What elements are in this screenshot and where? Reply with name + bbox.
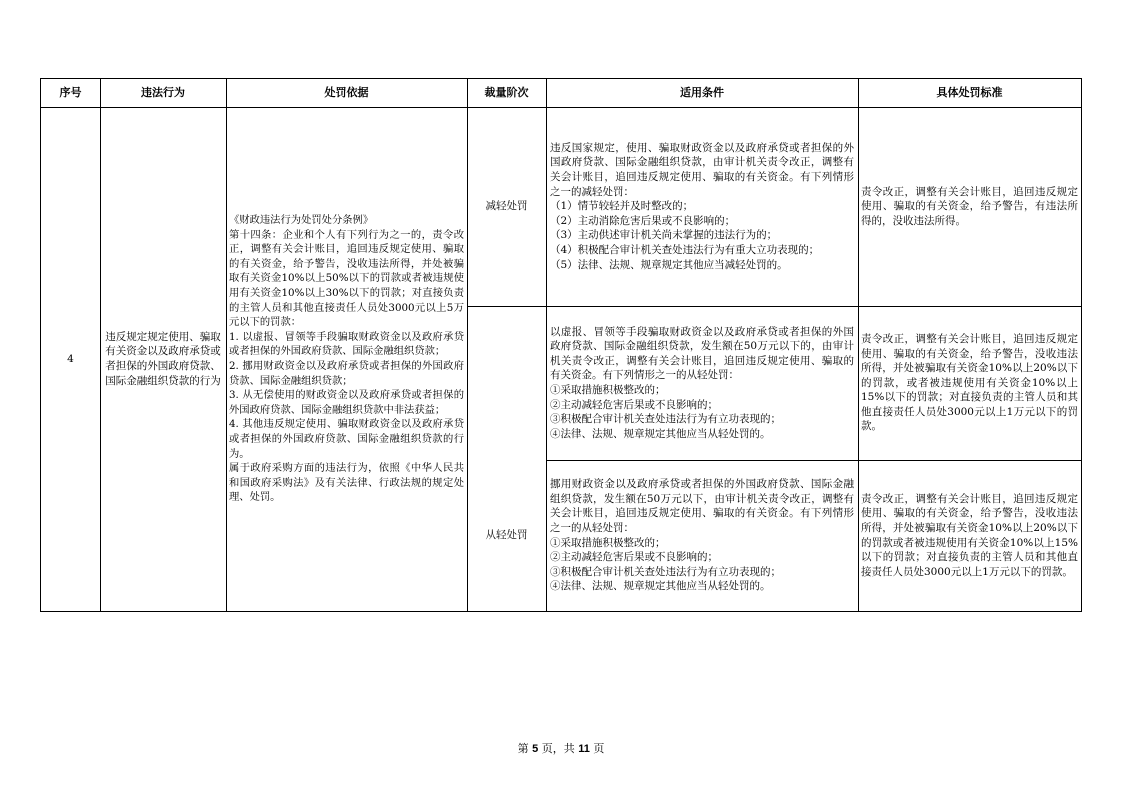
standard-text: 责令改正，调整有关会计账目，追回违反规定使用、骗取的有关资金，给予警告，有违法所得的，没收违法所得。 (861, 185, 1078, 227)
tier-level-lighter: 从轻处罚 (485, 529, 528, 542)
header-number: 序号 (59, 85, 82, 99)
footer-middle: 页，共 (541, 742, 575, 755)
condition-text: 以虚报、冒领等手段骗取财政资金以及政府承贷或者担保的外国政府贷款、国际金融组织贷款，发生额在50万元以下的，由审计机关责令改正，调整有关会计账目，追回违反规定使用、骗取的有关资金。有下列情形之一的从轻处罚： ①采取措施积极整改的； ②主动减轻危害后果或不良影响的； ③积极配合审计机关查处违法行为有立功表现的； ④法律、法规、规章规定其他应当从轻处罚的。 (550, 325, 854, 440)
tier-level-mitigated: 减轻处罚 (485, 200, 528, 213)
condition-text: 违反国家规定，使用、骗取财政资金以及政府承贷或者担保的外国政府贷款、国际金融组织贷款，由审计机关责令改正，调整有关会计账目，追回违反规定使用、骗取的有关资金。有下列情形之一的减轻处罚： （1）情节较轻并及时整改的； （2）主动消除危害后果或不良影响的； （3）主动供述审计机关尚未掌握的违法行为的； （4）积极配合审计机关查处违法行为有重大立功表现的； （5）法律、法规、规章规定其他应当减轻处罚的。 (550, 141, 854, 271)
footer-page-number: 5 (532, 743, 539, 755)
basis-cell (226, 107, 467, 611)
condition-text: 挪用财政资金以及政府承贷或者担保的外国政府贷款、国际金融组织贷款，发生额在50万元以下，由审计机关责令改正，调整有关会计账目，追回违反规定使用、骗取的有关资金。有下列情形之一的从轻处罚： ①采取措施积极整改的； ②主动减轻危害后果或不良影响的； ③积极配合审计机关查处违法行为有立功表现的； ④法律、法规、规章规定其他应当从轻处罚的。 (550, 478, 854, 593)
header-condition: 适用条件 (680, 85, 724, 99)
tier-condition (546, 107, 858, 306)
penalty-table (40, 78, 1082, 612)
header-basis: 处罚依据 (324, 85, 369, 99)
standard-text: 责令改正，调整有关会计账目，追回违反规定使用、骗取的有关资金，给予警告，没收违法所得，并处被骗取有关资金10%以上20%以下的罚款或者被违规使用有关资金10%以上15%以下的罚款；对直接负责的主管人员和其他直接责任人员处3000元以上1万元以下的罚款。 (861, 492, 1078, 578)
tier-standard (858, 306, 1081, 460)
footer-suffix: 页 (593, 742, 605, 755)
violation-text (100, 107, 226, 611)
basis-text: 《财政违法行为处罚处分条例》 第十四条：企业和个人有下列行为之一的，责令改正，调整有关会计账目，追回违反规定使用、骗取的有关资金，给予警告，没收违法所得，并处被骗取有关资金10%以上50%以下的罚款或者被违规使用有关资金10%以上30%以下的罚款；对直接负责的主管人员和其他直接责任人员处3000元以上5万元以下的罚款： 1. 以虚报、冒领等手段骗取财政资金以及政府承贷或者担保的外国政府贷款、国际金融组织贷款； 2. 挪用财政资金以及政府承贷或者担保的外国政府贷款、国际金融组织贷款； 3. 从无偿使用的财政资金以及政府承贷或者担保的外国政府贷款、国际金融组织贷款中非法获益； 4. 其他违反规定使用、骗取财政资金以及政府承贷或者担保的外国政府贷款、国际金融组织贷款的行为。 属于政府采购方面的违法行为，依照《中华人民共和国政府采购法》及有关法律、行政法规的规定处理、处罚。 (229, 214, 464, 504)
tier-standard (858, 460, 1081, 611)
page-footer (0, 740, 1122, 756)
header-tier: 裁量阶次 (484, 85, 529, 99)
row-number: 4 (67, 352, 74, 365)
violation-label: 违反规定规定使用、骗取有关资金以及政府承贷或者担保的外国政府贷款、国际金融组织贷款的行为 (105, 330, 221, 387)
tier-standard (858, 107, 1081, 306)
header-standard: 具体处罚标准 (936, 85, 1003, 99)
tier-condition (546, 460, 858, 611)
standard-text: 责令改正，调整有关会计账目，追回违反规定使用、骗取的有关资金，给予警告，没收违法所得，并处被骗取有关资金10%以上20%以下的罚款，或者被违规使用有关资金10%以上15%以下的罚款；对直接负责的主管人员和其他直接责任人员处3000元以上1万元以下的罚款。 (861, 332, 1078, 433)
tier-condition (546, 306, 858, 460)
footer-prefix: 第 (517, 742, 529, 755)
footer-total-pages: 11 (578, 743, 590, 755)
header-violation: 违法行为 (141, 85, 185, 99)
